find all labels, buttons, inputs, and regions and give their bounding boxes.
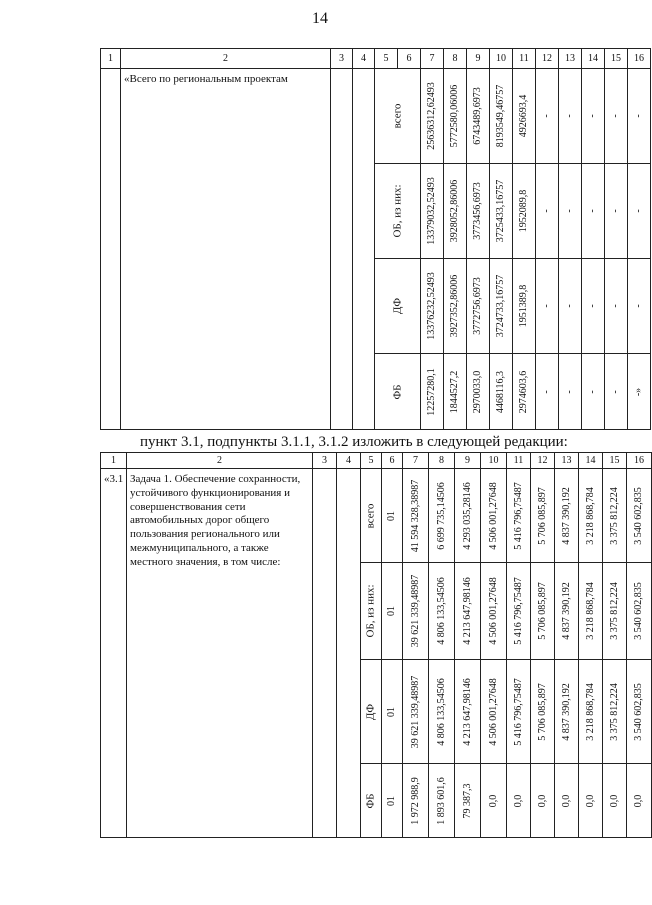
value-cell (403, 764, 429, 838)
value: - (541, 304, 552, 308)
value-cell (627, 660, 652, 764)
table-row (101, 69, 651, 164)
funding-label-cell (361, 563, 382, 660)
col-number: 11 (507, 453, 531, 469)
value-cell (536, 69, 559, 164)
funding-label-cell (375, 69, 421, 164)
funding-label: ФБ (364, 792, 377, 809)
funding-label-cell (361, 469, 382, 563)
value: 3 218 868,784 (584, 486, 596, 545)
value: - (564, 389, 575, 394)
value-cell (628, 259, 651, 354)
value: 41 594 328,38987 (409, 479, 421, 552)
funding-label-cell (375, 354, 421, 430)
value-cell (555, 563, 579, 660)
value-cell (628, 164, 651, 259)
value-cell (467, 259, 490, 354)
value-cell (490, 164, 513, 259)
col-number: 3 (331, 49, 353, 69)
value: 4468116,3 (495, 370, 506, 413)
value-cell (481, 660, 507, 764)
value: 5 706 085,897 (536, 582, 548, 640)
col-number: 15 (603, 453, 627, 469)
value: - (564, 114, 575, 118)
amendment-instruction: пункт 3.1, подпункты 3.1.1, 3.1.2 изложить в следующей редакции: (140, 434, 568, 450)
col-number: 12 (531, 453, 555, 469)
value: 3724733,16757 (495, 274, 506, 338)
value: 3773456,6973 (472, 182, 483, 240)
value-cell (531, 660, 555, 764)
value: 4 213 647,98146 (461, 577, 473, 645)
value-cell (513, 164, 536, 259)
item-number: «3.1 (101, 469, 127, 838)
value-cell (490, 69, 513, 164)
col-number: 7 (421, 49, 444, 69)
funding-label: ДФ (364, 703, 377, 720)
task-table (100, 452, 652, 838)
value: -» (633, 387, 644, 396)
value-cell (444, 69, 467, 164)
value: 1 972 988,9 (409, 776, 421, 825)
col-number: 14 (582, 49, 605, 69)
empty-cell (331, 69, 353, 430)
value: 5 706 085,897 (536, 486, 548, 545)
col-number: 8 (429, 453, 455, 469)
value: - (564, 209, 575, 213)
value-cell (536, 354, 559, 430)
value: - (587, 114, 598, 118)
value: 4 506 001,27648 (487, 481, 499, 550)
col-number: 4 (337, 453, 361, 469)
col-number: 10 (481, 453, 507, 469)
value-cell (507, 563, 531, 660)
value: 0,0 (584, 794, 596, 807)
col-number: 12 (536, 49, 559, 69)
value: 1 893 601,6 (435, 776, 447, 825)
value: 13376232,52493 (426, 272, 437, 340)
value: 3 218 868,784 (584, 582, 596, 640)
value-cell (555, 469, 579, 563)
value-cell (628, 354, 651, 430)
value-cell (455, 660, 481, 764)
value-cell (421, 259, 444, 354)
value: - (587, 304, 598, 308)
value-cell (429, 660, 455, 764)
value: - (633, 209, 644, 213)
value-cell (455, 563, 481, 660)
col-number: 1 (101, 49, 121, 69)
value: 3725433,16757 (495, 179, 506, 243)
value: 1844527,2 (449, 370, 460, 413)
value-cell (467, 354, 490, 430)
value-cell (531, 563, 555, 660)
value: 0,0 (560, 794, 572, 807)
value: 79 387,3 (461, 783, 473, 818)
funding-label: ДФ (391, 297, 403, 315)
value: 3 540 602,835 (633, 682, 644, 741)
value-cell (507, 764, 531, 838)
funding-label-cell (375, 259, 421, 354)
value-cell (627, 764, 652, 838)
value: 5772580,06006 (449, 84, 460, 148)
funding-label: ОБ, из них: (391, 184, 403, 238)
value-cell (605, 354, 628, 430)
value-cell (481, 563, 507, 660)
col-number: 8 (444, 49, 467, 69)
funding-label-cell (361, 660, 382, 764)
value-cell (490, 354, 513, 430)
value-cell (605, 259, 628, 354)
value-cell (555, 764, 579, 838)
value-cell (579, 660, 603, 764)
value-cell (559, 259, 582, 354)
value: 4 837 390,192 (560, 682, 572, 741)
value: 0,0 (633, 794, 644, 807)
value: - (610, 114, 621, 118)
value-cell (421, 164, 444, 259)
value-cell (481, 469, 507, 563)
table1-header-row (101, 49, 651, 69)
value-cell (429, 469, 455, 563)
value-cell (559, 69, 582, 164)
funding-label: всего (391, 103, 403, 129)
value: 4 506 001,27648 (487, 577, 499, 645)
code: 01 (386, 606, 397, 616)
row-description: «Всего по региональным проектам (121, 69, 331, 430)
value-cell (536, 164, 559, 259)
value-cell (536, 259, 559, 354)
value: 3 375 812,224 (608, 582, 620, 640)
value-cell (605, 69, 628, 164)
empty-cell (313, 469, 337, 838)
value: 4 837 390,192 (560, 582, 572, 640)
col-number: 13 (555, 453, 579, 469)
value-cell (582, 164, 605, 259)
value-cell (421, 354, 444, 430)
value-cell (579, 563, 603, 660)
value-cell (582, 259, 605, 354)
col-number: 11 (513, 49, 536, 69)
value-cell (467, 69, 490, 164)
value: 3927352,86006 (449, 274, 460, 338)
value: 2970033,0 (472, 370, 483, 413)
value-cell (605, 164, 628, 259)
value: 5 416 796,75487 (512, 577, 524, 645)
col-number: 3 (313, 453, 337, 469)
value-cell (513, 354, 536, 430)
value: 4 806 133,54506 (435, 577, 447, 645)
value-cell (531, 764, 555, 838)
value: - (564, 304, 575, 308)
value: 3 218 868,784 (584, 682, 596, 741)
empty-cell (101, 69, 121, 430)
value: - (587, 209, 598, 213)
value-cell (579, 469, 603, 563)
value-cell (403, 660, 429, 764)
value: 1952089,8 (518, 189, 529, 233)
value-cell (555, 660, 579, 764)
value: 3 540 602,835 (633, 582, 644, 640)
value-cell (603, 660, 627, 764)
value: 3772756,6973 (472, 277, 483, 335)
value: - (633, 114, 644, 118)
value-cell (627, 469, 652, 563)
value-cell (559, 354, 582, 430)
value-cell (507, 469, 531, 563)
value: - (587, 389, 598, 394)
value: 25636312,62493 (426, 82, 437, 150)
value-cell (627, 563, 652, 660)
value-cell (403, 563, 429, 660)
col-number: 13 (559, 49, 582, 69)
value: - (541, 389, 552, 394)
value: 8193549,46757 (495, 84, 506, 148)
code-cell (382, 660, 403, 764)
code-cell (382, 563, 403, 660)
col-number: 10 (490, 49, 513, 69)
value-cell (444, 259, 467, 354)
value: 4926693,4 (518, 94, 529, 138)
value: 2974603,6 (518, 370, 529, 413)
code: 01 (386, 510, 397, 521)
value: 0,0 (536, 794, 548, 807)
value: 5 416 796,75487 (512, 481, 524, 550)
value-cell (582, 354, 605, 430)
value: 3 375 812,224 (608, 682, 620, 741)
value: 6 699 735,14506 (435, 481, 447, 550)
value-cell (513, 69, 536, 164)
value-cell (481, 764, 507, 838)
col-number: 5 (375, 49, 398, 69)
value: 0,0 (487, 794, 499, 807)
table-row (101, 469, 652, 563)
value-cell (444, 164, 467, 259)
value: 39 621 339,48987 (409, 675, 421, 748)
code-cell (382, 764, 403, 838)
empty-cell (337, 469, 361, 838)
empty-cell (353, 69, 375, 430)
col-number: 16 (627, 453, 652, 469)
value: 3 540 602,835 (633, 486, 644, 545)
page-number: 14 (312, 10, 328, 27)
funding-label: ФБ (391, 383, 403, 400)
row-description: Задача 1. Обеспечение сохранности, устойчивого функционирования и совершенствования сети автомобильных дорог общего пользования регионального или межмуниципального, а также местного значения, в том числе: (127, 469, 313, 838)
value-cell (603, 563, 627, 660)
funding-label-cell (361, 764, 382, 838)
col-number: 2 (121, 49, 331, 69)
col-number: 2 (127, 453, 313, 469)
value-cell (429, 563, 455, 660)
value: 13379032,52493 (426, 177, 437, 245)
code: 01 (386, 706, 397, 717)
value: - (541, 114, 552, 118)
funding-label: ОБ, из них: (364, 584, 377, 638)
value-cell (403, 469, 429, 563)
value-cell (444, 354, 467, 430)
value: - (610, 389, 621, 394)
col-number: 6 (398, 49, 421, 69)
value: 39 621 339,48987 (409, 574, 421, 648)
value: - (610, 304, 621, 308)
value-cell (455, 469, 481, 563)
value-cell (467, 164, 490, 259)
value-cell (559, 164, 582, 259)
value: 4 293 035,28146 (461, 481, 473, 550)
value: 4 837 390,192 (560, 486, 572, 545)
value-cell (603, 469, 627, 563)
value: 4 506 001,27648 (487, 677, 499, 746)
value-cell (582, 69, 605, 164)
value: 5 416 796,75487 (512, 677, 524, 746)
value-cell (531, 469, 555, 563)
value-cell (455, 764, 481, 838)
value: 5 706 085,897 (536, 682, 548, 741)
col-number: 15 (605, 49, 628, 69)
table2-header-row (101, 453, 652, 469)
value: 3928052,86006 (449, 179, 460, 243)
value: - (633, 304, 644, 308)
funding-label-cell (375, 164, 421, 259)
value-cell (628, 69, 651, 164)
funding-label: всего (364, 503, 377, 528)
col-number: 1 (101, 453, 127, 469)
value: 0,0 (608, 794, 620, 807)
value-cell (603, 764, 627, 838)
regional-projects-table (100, 48, 651, 430)
value: - (610, 209, 621, 213)
col-number: 4 (353, 49, 375, 69)
value-cell (421, 69, 444, 164)
value-cell (490, 259, 513, 354)
value-cell (579, 764, 603, 838)
code-cell (382, 469, 403, 563)
value: 6743489,6973 (472, 87, 483, 145)
col-number: 7 (403, 453, 429, 469)
value: 4 213 647,98146 (461, 677, 473, 746)
col-number: 9 (467, 49, 490, 69)
col-number: 6 (382, 453, 403, 469)
code: 01 (386, 795, 397, 806)
value: - (541, 209, 552, 213)
col-number: 14 (579, 453, 603, 469)
value-cell (507, 660, 531, 764)
value: 3 375 812,224 (608, 486, 620, 545)
value: 0,0 (512, 794, 524, 807)
col-number: 9 (455, 453, 481, 469)
value: 12257280,1 (426, 367, 437, 416)
value-cell (429, 764, 455, 838)
col-number: 16 (628, 49, 651, 69)
value: 1951389,8 (518, 284, 529, 328)
value: 4 806 133,54506 (435, 677, 447, 746)
value-cell (513, 259, 536, 354)
col-number: 5 (361, 453, 382, 469)
